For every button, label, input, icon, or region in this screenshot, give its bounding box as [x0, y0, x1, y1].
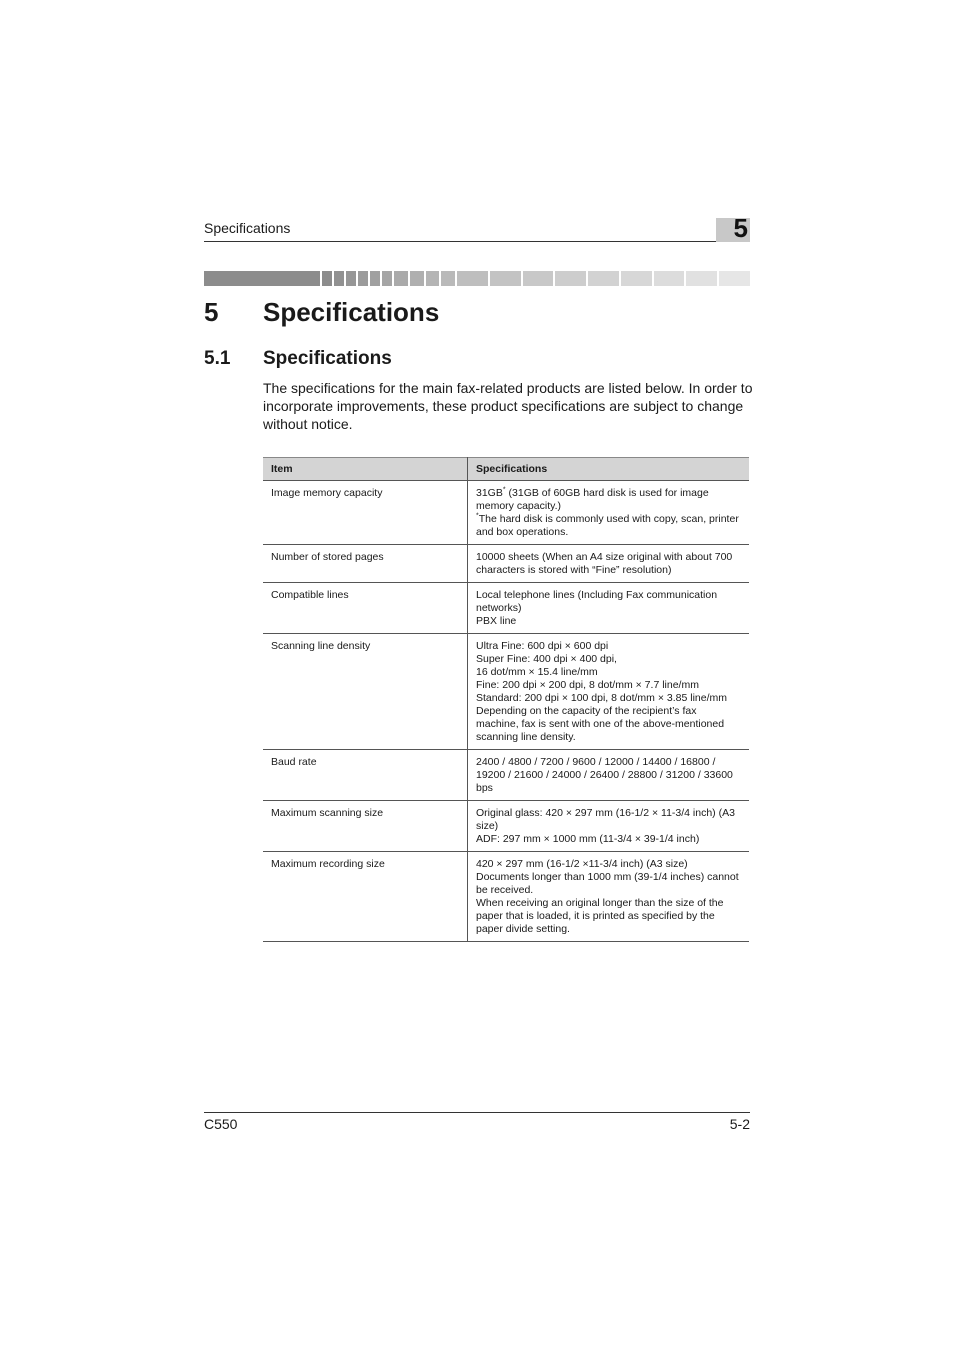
footer-rule	[204, 1112, 750, 1113]
bar-segment	[586, 271, 619, 286]
spec-cell	[468, 801, 750, 852]
chapter-tab-number: 5	[733, 213, 748, 243]
spec-line: The hard disk is commonly used with copy, scan, printer and box operations.	[476, 513, 739, 538]
item-cell: Number of stored pages	[263, 545, 468, 583]
item-cell: Compatible lines	[263, 583, 468, 634]
bar-segment	[684, 271, 717, 286]
spec-line: (31GB of 60GB hard disk is used for image memory capacity.)	[476, 487, 709, 512]
footer-page-number: 5-2	[729, 1116, 750, 1132]
table-row	[263, 750, 749, 801]
bar-segment	[424, 271, 440, 286]
chapter-number: 5	[204, 297, 219, 327]
bar-segment	[619, 271, 652, 286]
section-heading	[204, 348, 392, 370]
bar-segment	[392, 271, 408, 286]
header-rule	[204, 241, 750, 242]
spec-line: Local telephone lines (Including Fax communication networks)	[476, 589, 718, 614]
table-row	[263, 583, 749, 634]
bar-segment	[553, 271, 586, 286]
item-cell: Baud rate	[263, 750, 468, 801]
spec-cell	[468, 750, 750, 801]
running-header-title: Specifications	[204, 220, 291, 236]
chapter-title: Specifications	[263, 297, 440, 327]
spec-line: Original glass: 420 × 297 mm (16-1/2 × 11-3/4 inch) (A3 size)	[476, 807, 735, 832]
table-row	[263, 545, 749, 583]
footer-model: C550	[204, 1116, 238, 1132]
spec-line: 420 × 297 mm (16-1/2 ×11-3/4 inch) (A3 size)	[476, 858, 688, 870]
spec-cell	[468, 481, 750, 545]
decorative-chapter-bar	[204, 271, 750, 286]
spec-cell	[468, 583, 750, 634]
spec-line: PBX line	[476, 615, 517, 627]
spec-line: 31GB	[476, 487, 503, 499]
table-row	[263, 852, 749, 942]
section-number: 5.1	[204, 348, 231, 369]
item-cell: Maximum scanning size	[263, 801, 468, 852]
spec-line: 10000 sheets (When an A4 size original with about 700 characters is stored with “Fine” resolution)	[476, 551, 733, 576]
bar-segment	[320, 271, 332, 286]
intro-paragraph: The specifications for the main fax-related products are listed below. In order to incorporate improvements, these product specifications are subject to change without notice.	[263, 380, 753, 432]
bar-segment	[380, 271, 392, 286]
table-row	[263, 634, 749, 750]
specifications-table	[263, 457, 749, 942]
spec-line: Fine: 200 dpi × 200 dpi, 8 dot/mm × 7.7 line/mm	[476, 679, 699, 691]
spec-line: ADF: 297 mm × 1000 mm (11-3/4 × 39-1/4 inch)	[476, 833, 700, 845]
bar-segment	[356, 271, 368, 286]
bar-segment	[455, 271, 488, 286]
bar-segment	[652, 271, 685, 286]
spec-line: When receiving an original longer than the size of the paper that is loaded, it is printed as specified by the paper divide setting.	[476, 897, 724, 935]
spec-line: Super Fine: 400 dpi × 400 dpi,	[476, 653, 617, 665]
bar-segment	[368, 271, 380, 286]
chapter-heading	[204, 297, 439, 328]
bar-segment	[332, 271, 344, 286]
footnote-marker: *	[476, 512, 479, 520]
spec-cell	[468, 852, 750, 942]
bar-segment	[408, 271, 424, 286]
bar-segment	[344, 271, 356, 286]
section-title: Specifications	[263, 348, 392, 369]
chapter-tab	[716, 213, 750, 243]
spec-line: 2400 / 4800 / 7200 / 9600 / 12000 / 14400 / 16800 / 19200 / 21600 / 24000 / 26400 / 28800 / 31200 / 33600 bps	[476, 756, 733, 794]
spec-line: Documents longer than 1000 mm (39-1/4 inches) cannot be received.	[476, 871, 739, 896]
bar-segment	[521, 271, 554, 286]
item-cell: Image memory capacity	[263, 481, 468, 545]
column-header-specifications: Specifications	[468, 458, 750, 481]
table-row	[263, 801, 749, 852]
item-cell: Scanning line density	[263, 634, 468, 750]
bar-segment	[439, 271, 455, 286]
item-cell: Maximum recording size	[263, 852, 468, 942]
table-row	[263, 481, 749, 545]
bar-segment	[488, 271, 521, 286]
column-header-item: Item	[263, 458, 468, 481]
footnote-marker: *	[502, 486, 506, 494]
spec-cell	[468, 634, 750, 750]
spec-line: Ultra Fine: 600 dpi × 600 dpi	[476, 640, 609, 652]
spec-cell	[468, 545, 750, 583]
spec-line: Depending on the capacity of the recipient’s fax machine, fax is sent with one of the above-mentioned scanning line density.	[476, 705, 725, 743]
bar-segment	[717, 271, 750, 286]
table-header-row	[263, 458, 749, 481]
spec-line: Standard: 200 dpi × 100 dpi, 8 dot/mm × 3.85 line/mm	[476, 692, 727, 704]
spec-line: 16 dot/mm × 15.4 line/mm	[476, 666, 598, 678]
